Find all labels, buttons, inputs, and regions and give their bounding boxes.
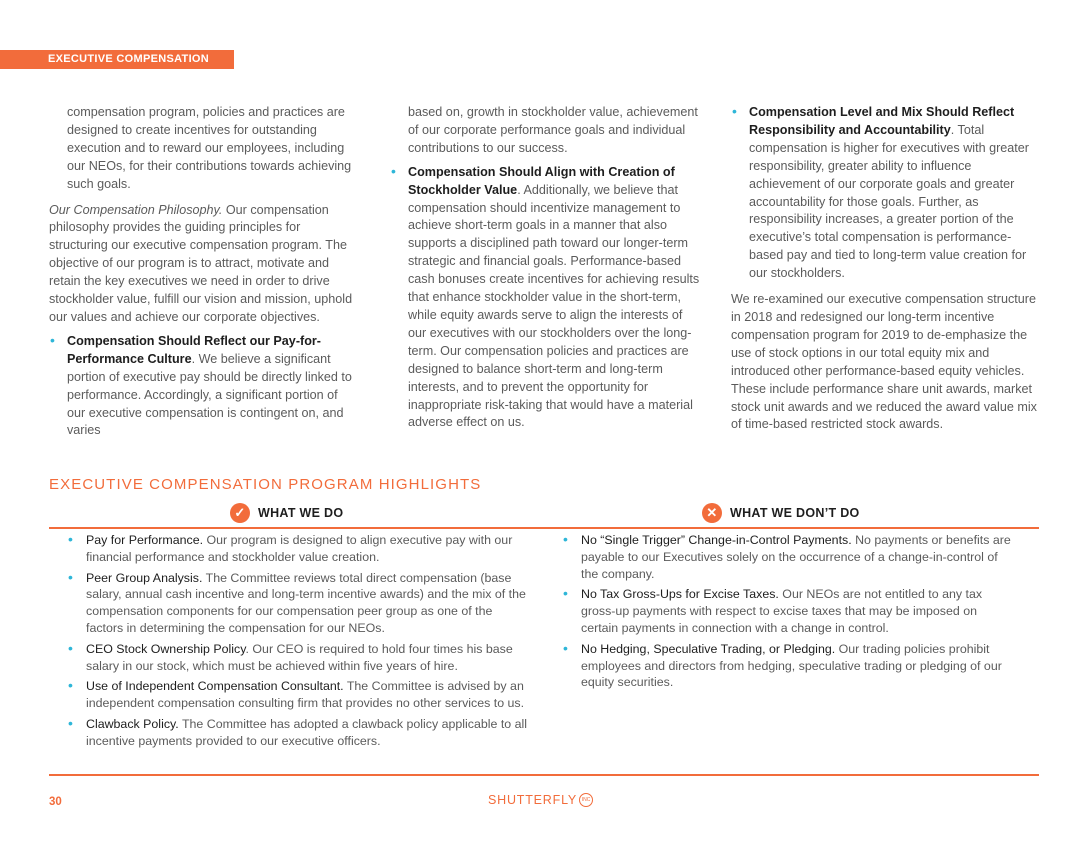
list-item: [67, 570, 532, 637]
philosophy-paragraph: [49, 202, 359, 327]
list-item: [562, 641, 1017, 691]
what-we-dont-do-list: [562, 532, 1017, 695]
x-icon: ✕: [702, 503, 722, 523]
bullet-text: . Total compensation is higher for executives with greater responsibility, greater ability to influence achievement of our corporate goals and greater accountability for those goals. Further, as responsibility increases, a greater portion of the executive’s total compensation is performance-based pay and tied to long-term value creation for our stockholders.: [749, 122, 1030, 281]
item-title: CEO Stock Ownership Policy: [86, 641, 246, 656]
item-title: No “Single Trigger” Change-in-Control Payments.: [581, 533, 852, 547]
what-we-dont-do-heading: [702, 502, 860, 524]
list-item: [67, 716, 532, 750]
item-text: No payments or benefits are payable to our Executives solely on the occurrence of a change-in-control of the company.: [581, 533, 1011, 581]
bullet-icon: •: [50, 331, 55, 348]
bullet-icon: •: [68, 531, 73, 547]
bullet-stockholder-value: [390, 164, 700, 433]
item-text: . Our CEO is required to hold four times his base salary in our stock, which must be achieved within five years of hire.: [86, 641, 513, 673]
bullet-text: . Additionally, we believe that compensation should incentivize management to achieve short-term goals in a manner that also supports a disciplined path toward our longer-term strategic and financial goals. Performance-based cash bonuses create incentives for achieving results that enhance stockholder value in the short-term, while equity awards serve to align the interests of our executives with our stockholders over the long-term. Our compensation policies and practices are designed to balance short-term and long-term interests, and to prevent the opportunity for inappropriate risk-taking that would have a material adverse effect on us.: [408, 182, 700, 430]
philosophy-title: Our Compensation Philosophy.: [49, 202, 223, 217]
bullet-icon: •: [391, 162, 396, 179]
bullet-icon: •: [563, 531, 568, 547]
bullet-pay-for-performance: [49, 333, 359, 440]
column-3: [731, 104, 1043, 434]
page-number: 30: [49, 796, 62, 808]
divider: [49, 527, 1039, 529]
bullet-icon: •: [732, 103, 737, 119]
item-title: Pay for Performance.: [86, 533, 204, 547]
logo-badge: INC: [579, 793, 593, 807]
item-title: No Tax Gross-Ups for Excise Taxes.: [581, 587, 779, 602]
col1-intro: compensation program, policies and practices are designed to create incentives for outstanding execution and to reward our employees, including our NEOs, for their contributions towards achieving such goals.: [67, 105, 352, 191]
bullet-level-and-mix: [731, 104, 1043, 283]
bullet-title: Compensation Should Align with Creation of Stockholder Value: [408, 164, 675, 197]
bullet-icon: •: [68, 568, 73, 585]
column-2: [390, 104, 700, 432]
col2-intro: based on, growth in stockholder value, achievement of our corporate performance goals and individual contributions to our success.: [408, 105, 698, 155]
philosophy-text: Our compensation philosophy provides the guiding principles for structuring our executive compensation program. The objective of our program is to attract, motivate and retain the key executives we need in order to drive stockholder value, fulfill our vision and mission, uphold our values and achieve our corporate objectives.: [49, 202, 353, 324]
bullet-icon: •: [68, 677, 73, 694]
item-text: Our NEOs are not entitled to any tax gross-up payments with respect to excise taxes that may be imposed on certain payments in connection with a change in control.: [581, 587, 983, 635]
what-we-do-heading: [230, 502, 343, 524]
list-item: [562, 532, 1017, 582]
bullet-title: Compensation Should Reflect our Pay-for-Performance Culture: [67, 333, 321, 366]
highlights-title: EXECUTIVE COMPENSATION PROGRAM HIGHLIGHTS: [49, 476, 482, 493]
shutterfly-logo: [488, 793, 593, 807]
redesign-paragraph: We re-examined our executive compensation structure in 2018 and redesigned our long-term incentive compensation program for 2019 to de-emphasize the use of stock options in our total equity mix and introduced other performance-based equity vehicles. These include performance share unit awards, market stock unit awards and we reduced the award value mix of time-based restricted stock awards.: [731, 292, 1037, 432]
bullet-icon: •: [68, 714, 73, 731]
list-item: [67, 678, 532, 712]
item-title: Peer Group Analysis.: [86, 570, 203, 585]
item-text: The Committee has adopted a clawback policy applicable to all incentive payments provided to our executive officers.: [86, 716, 528, 748]
item-text: The Committee reviews total direct compensation (base salary, annual cash incentive and long-term incentive awards) and the mix of the compensation components for our compensation peer group as one of the factors in determining the compensation for our NEOs.: [86, 570, 526, 635]
bullet-icon: •: [563, 639, 568, 656]
list-item: [67, 641, 532, 675]
item-text: Our program is designed to align executive pay with our financial performance and stockholder value creation.: [86, 533, 513, 564]
list-item: [562, 586, 1017, 636]
bullet-title: Compensation Level and Mix Should Reflect Responsibility and Accountability: [749, 105, 1015, 137]
logo-text: SHUTTERFLY: [488, 793, 578, 807]
what-we-dont-do-label: WHAT WE DON’T DO: [730, 506, 860, 520]
item-text: Our trading policies prohibit employees and directors from hedging, speculative trading or pledging of our equity securities.: [581, 641, 1002, 690]
item-title: No Hedging, Speculative Trading, or Pledging.: [581, 641, 836, 656]
bullet-text: . We believe a significant portion of executive pay should be directly linked to performance. Accordingly, a significant portion of our executive compensation is contingent on, and varies: [67, 351, 352, 438]
bullet-icon: •: [68, 639, 73, 656]
what-we-do-list: [67, 532, 532, 754]
item-title: Clawback Policy.: [86, 716, 179, 731]
bullet-icon: •: [563, 585, 568, 602]
section-tab: EXECUTIVE COMPENSATION: [0, 50, 234, 69]
what-we-do-label: WHAT WE DO: [258, 506, 344, 520]
list-item: [67, 532, 532, 566]
item-title: Use of Independent Compensation Consultant.: [86, 679, 344, 694]
column-1: [49, 104, 359, 440]
item-text: The Committee is advised by an independent compensation consulting firm that provides no other services to us.: [86, 679, 525, 711]
divider: [49, 774, 1039, 776]
checkmark-icon: ✓: [230, 503, 250, 523]
